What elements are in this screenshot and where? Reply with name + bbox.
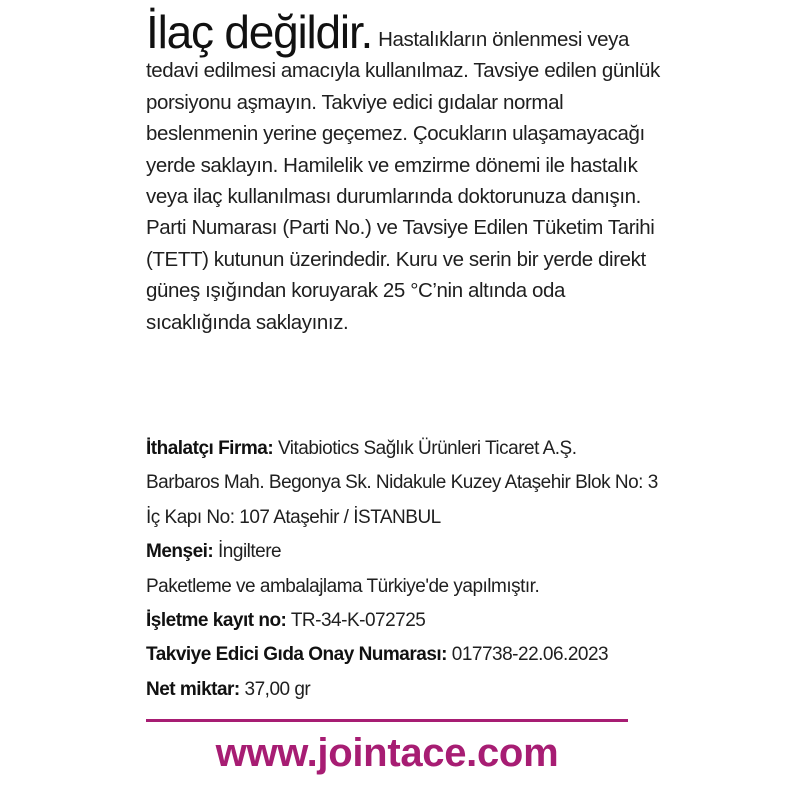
registration-row	[146, 604, 666, 638]
packaging-note: Paketleme ve ambalajlama Türkiye'de yapılmıştır.	[146, 575, 540, 597]
origin-row	[146, 535, 666, 569]
warning-paragraph	[146, 6, 666, 338]
net-weight-label: Net miktar:	[146, 678, 240, 700]
importer-row	[146, 432, 666, 466]
warning-body: Hastalıkların önlenmesi veya tedavi edilmesi amacıyla kullanılmaz. Tavsiye edilen günlük porsiyonu aşmayın. Takviye edici gıdalar normal beslenmenin yerine geçemez. Çocukların ulaşamayacağı yerde saklayın. Hamilelik ve emzirme dönemi ile hastalık veya ilaç kullanılması durumlarında doktorunuza danışın. Parti Numarası (Parti No.) ve Tavsiye Edilen Tüketim Tarihi (TETT) kutunun üzerindedir. Kuru ve serin bir yerde direkt güneş ışığından koruyarak 25 °C’nin altında oda sıcaklığında saklayınız.	[146, 28, 660, 334]
registration-value: TR-34-K-072725	[290, 609, 426, 631]
product-info-list	[146, 432, 666, 707]
origin-value: İngiltere	[218, 541, 282, 563]
website-url: www.jointace.com	[215, 731, 559, 775]
importer-address-line2: İç Kapı No: 107 Ataşehir / İSTANBUL	[146, 506, 441, 528]
importer-address-line1: Barbaros Mah. Begonya Sk. Nidakule Kuzey Ataşehir Blok No: 3	[146, 472, 658, 494]
registration-label: İşletme kayıt no:	[146, 609, 287, 631]
net-weight-value: 37,00 gr	[244, 678, 311, 700]
warning-title: İlaç değildir.	[146, 6, 373, 58]
origin-label: Menşei:	[146, 541, 214, 563]
approval-row	[146, 638, 666, 672]
net-weight-row	[146, 673, 666, 707]
importer-name: Vitabiotics Sağlık Ürünleri Ticaret A.Ş.	[277, 438, 577, 459]
accent-divider	[146, 719, 628, 722]
importer-label: İthalatçı Firma:	[146, 438, 274, 459]
approval-value: 017738-22.06.2023	[451, 644, 609, 666]
approval-label: Takviye Edici Gıda Onay Numarası:	[146, 644, 447, 666]
